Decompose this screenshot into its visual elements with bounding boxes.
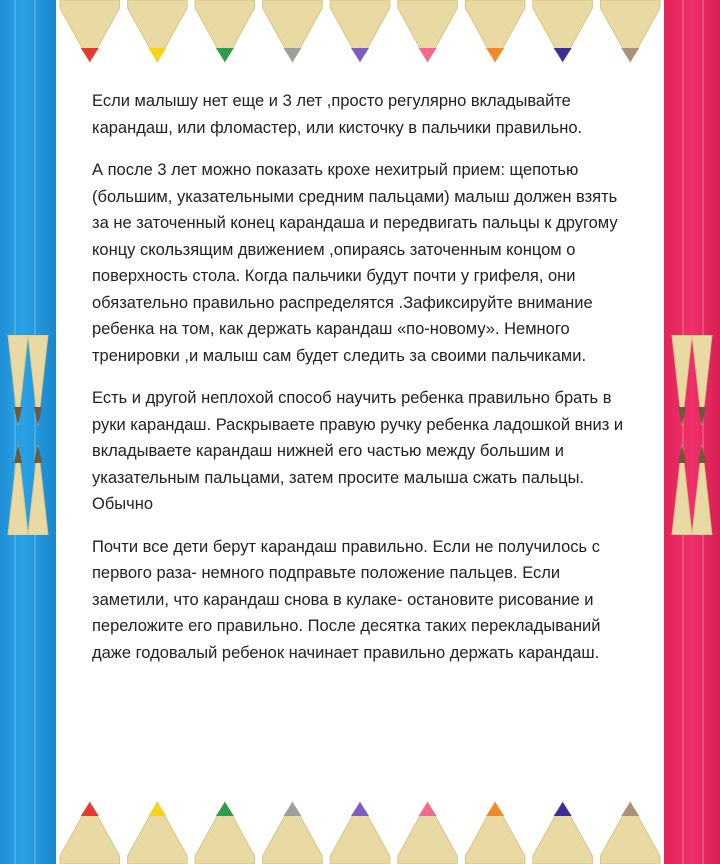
pencil-tip: [263, 0, 323, 62]
pencil-tip: [330, 802, 390, 864]
article-text: [92, 88, 632, 682]
pencil-tip: [398, 802, 458, 864]
pencil-tip: [195, 0, 255, 62]
side-pencil-tip: [692, 445, 712, 535]
bottom-pencil-border: [56, 794, 664, 864]
pencil-tip: [398, 0, 458, 62]
side-pencil-tip: [672, 445, 692, 535]
paragraph-4: Почти все дети берут карандаш правильно. Если не получилось с первого раза- немного подправьте положение пальцев. Если заметили, что карандаш снова в кулаке- остановите рисование и переложите его правильно. После десятка таких перекладываний даже годовалый ребенок начинает правильно держать карандаш.: [92, 537, 601, 662]
pencil-tip: [600, 0, 660, 62]
top-pencil-border: [56, 0, 664, 70]
side-pencil-tip: [8, 335, 28, 425]
pencil-tip: [600, 802, 660, 864]
paragraph-3: Есть и другой неплохой способ научить ребенка правильно брать в руки карандаш. Раскрываете правую ручку ребенка ладошкой вниз и вкладываете карандаш нижней его частью между большим и указательным пальцами, затем просите малыша сжать пальцы. Обычно: [92, 389, 624, 513]
pencil-tip: [330, 0, 390, 62]
pencil-tip: [195, 802, 255, 864]
pencil-tip: [533, 802, 593, 864]
pencil-tip: [128, 0, 188, 62]
pencil-tip: [128, 802, 188, 864]
left-pencil-tips: [0, 335, 56, 535]
side-pencil-tip: [672, 335, 692, 425]
side-pencil-tip: [28, 445, 48, 535]
pencil-tip: [533, 0, 593, 62]
pencil-tip: [263, 802, 323, 864]
pencil-tip: [465, 0, 525, 62]
paragraph-1: Если малышу нет еще и 3 лет ,просто регулярно вкладывайте карандаш, или фломастер, или кисточку в пальчики правильно.: [92, 92, 583, 137]
side-pencil-tip: [692, 335, 712, 425]
pencil-tip: [60, 0, 120, 62]
pencil-tip: [465, 802, 525, 864]
right-pencil-tips: [664, 335, 720, 535]
side-pencil-tip: [8, 445, 28, 535]
side-pencil-tip: [28, 335, 48, 425]
pencil-tip: [60, 802, 120, 864]
paragraph-2: А после 3 лет можно показать крохе нехитрый прием: щепотью (большим, указательными средним пальцами) малыш должен взять за не заточенный конец карандаша и передвигать пальцы к другому концу скользящим движением ,опираясь заточенным концом о поверхность стола. Когда пальчики будут почти у грифеля, они обязательно правильно распределятся .Зафиксируйте внимание ребенка на том, как держать карандаш «по-новому». Немного тренировки ,и малыш сам будет следить за своими пальчиками.: [92, 161, 618, 365]
